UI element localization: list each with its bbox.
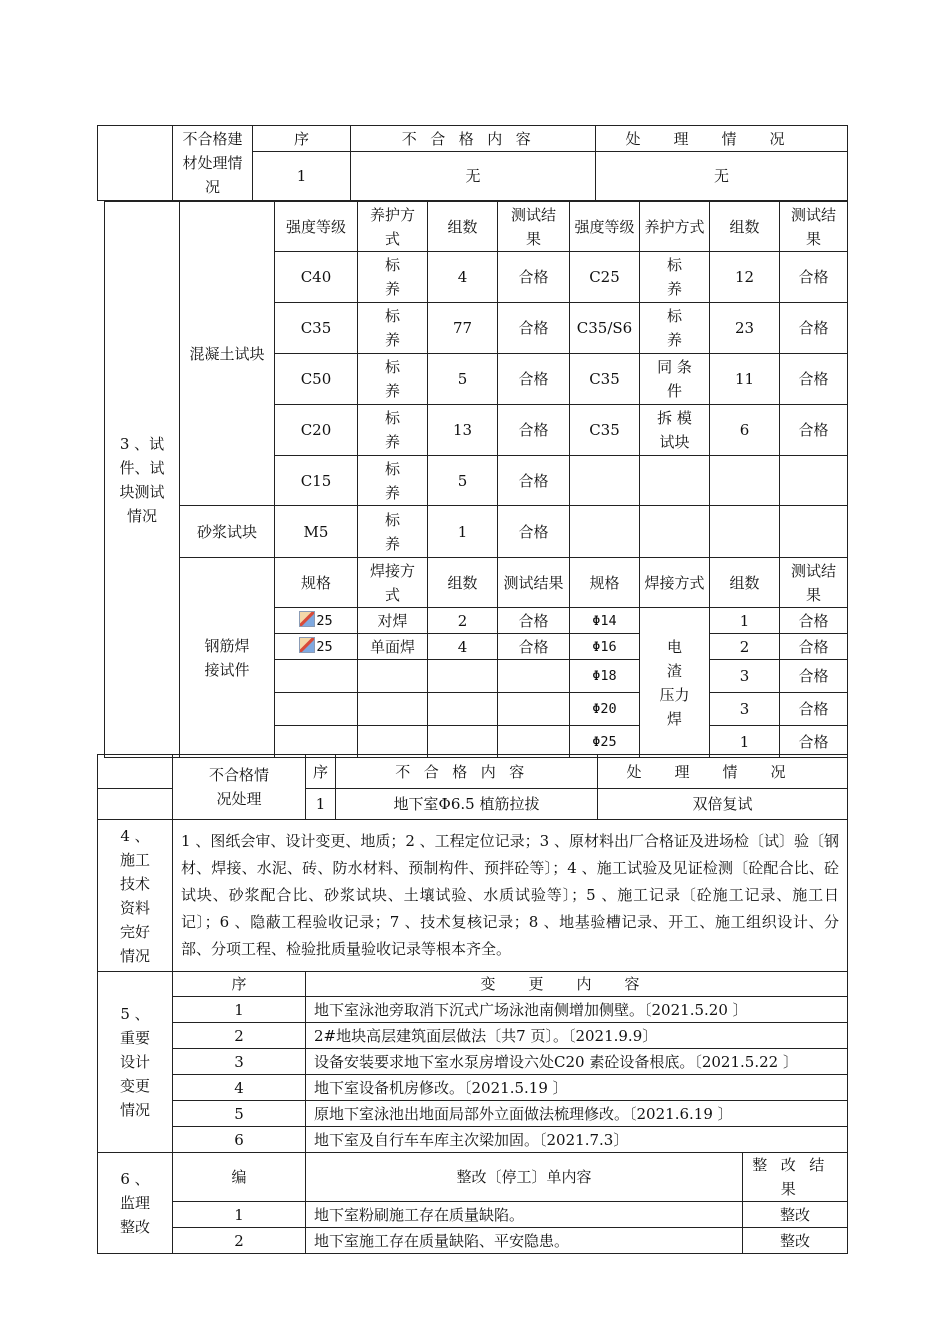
table-cell: 12	[710, 252, 780, 303]
table-header: 规格	[275, 558, 358, 608]
nonconform-header-result: 处理情况	[598, 755, 848, 789]
nonconform-row-content: 地下室Φ6.5 植筋拉拔	[336, 789, 598, 820]
table-cell: 合格	[780, 608, 848, 634]
material-table	[97, 125, 848, 201]
table-cell	[428, 660, 498, 693]
table-cell: 3	[173, 1049, 306, 1075]
rectify-header-result: 整改结果	[743, 1153, 848, 1202]
table-cell: 5	[428, 456, 498, 506]
table-cell: 地下室施工存在质量缺陷、平安隐患。	[306, 1228, 743, 1254]
table-cell: 设备安装要求地下室水泵房增设六处C20 素砼设备根底。〔2021.5.22 〕	[306, 1049, 848, 1075]
table-cell	[780, 506, 848, 558]
table-cell: 同 条 件	[640, 354, 710, 405]
table-cell: 合格	[498, 456, 570, 506]
table-cell: 3	[710, 660, 780, 693]
change-row	[98, 1023, 848, 1049]
table-cell	[498, 726, 570, 758]
table-cell: 77	[428, 303, 498, 354]
table-cell: 整改	[743, 1202, 848, 1228]
material-header-content: 不合格内容	[351, 126, 596, 152]
mortar-label: 砂浆试块	[180, 506, 275, 558]
table-cell: 1	[710, 726, 780, 758]
table-cell: 单面焊	[358, 634, 428, 660]
table-cell: 1	[428, 506, 498, 558]
table-header: 养护方式	[640, 202, 710, 252]
table-cell: 合格	[498, 608, 570, 634]
table-cell	[358, 693, 428, 726]
table-cell: 合格	[498, 354, 570, 405]
table-cell	[710, 456, 780, 506]
change-row	[98, 997, 848, 1023]
material-row-result: 无	[596, 152, 848, 201]
table-cell: 1	[173, 997, 306, 1023]
table-cell	[275, 660, 358, 693]
table-cell: 地下室及自行车车库主次梁加固。〔2021.7.3〕	[306, 1127, 848, 1153]
table-cell	[358, 726, 428, 758]
material-row-no: 1	[253, 152, 351, 201]
table-cell: 整改	[743, 1228, 848, 1254]
nonconform-row-no: 1	[306, 789, 336, 820]
rectify-row	[98, 1228, 848, 1254]
table-cell: 6	[173, 1127, 306, 1153]
rectify-header-content: 整改〔停工〕单内容	[306, 1153, 743, 1202]
table-header: 强度等级	[275, 202, 358, 252]
table-cell	[570, 456, 640, 506]
changes-header-no: 序	[173, 972, 306, 997]
table-cell: 合格	[780, 726, 848, 758]
table-header: 组数	[428, 202, 498, 252]
table-cell: 2	[173, 1228, 306, 1254]
nonconform-blank-cell	[98, 789, 173, 820]
change-row	[98, 1075, 848, 1101]
table-cell: 原地下室泳池出地面局部外立面做法梳理修改。〔2021.6.19 〕	[306, 1101, 848, 1127]
rectify-header-no: 编	[173, 1153, 306, 1202]
table-cell: 合格	[780, 660, 848, 693]
table-cell: C50	[275, 354, 358, 405]
table-header: 组数	[428, 558, 498, 608]
table-header: 测试结果	[498, 558, 570, 608]
table-header: 测试结 果	[780, 202, 848, 252]
table-header: 组数	[710, 558, 780, 608]
material-blank-cell	[98, 126, 173, 201]
material-label: 不合格建 材处理情 况	[173, 126, 253, 201]
table-cell: 6	[710, 405, 780, 456]
table-cell: 2	[173, 1023, 306, 1049]
table-cell: Φ20	[570, 693, 640, 726]
table-cell: 拆 模 试块	[640, 405, 710, 456]
table-cell: 标 养	[640, 303, 710, 354]
change-row	[98, 1101, 848, 1127]
table-cell	[498, 660, 570, 693]
table-cell: 标 养	[358, 405, 428, 456]
test-table	[104, 201, 848, 758]
table-cell: 2#地块高层建筑面层做法〔共7 页〕。〔2021.9.9〕	[306, 1023, 848, 1049]
table-cell: C25	[570, 252, 640, 303]
change-row	[98, 1049, 848, 1075]
nonconform-header-content: 不合格内容	[336, 755, 598, 789]
electroslag-method: 电 渣 压力 焊	[640, 608, 710, 758]
table-cell: 合格	[498, 506, 570, 558]
rectify-row	[98, 1202, 848, 1228]
table-cell: 5	[428, 354, 498, 405]
welding-label: 钢筋焊 接试件	[180, 558, 275, 758]
table-header: 焊接方式	[640, 558, 710, 608]
table-cell: 标 养	[640, 252, 710, 303]
rebar-symbol-icon	[299, 637, 315, 653]
table-cell: 对焊	[358, 608, 428, 634]
changes-label: 5 、 重要 设计 变更 情况	[98, 972, 173, 1153]
nonconform-row-result: 双倍复试	[598, 789, 848, 820]
table-cell: 地下室粉刷施工存在质量缺陷。	[306, 1202, 743, 1228]
table-cell	[275, 726, 358, 758]
table-cell: 4	[428, 634, 498, 660]
table-cell: 1	[173, 1202, 306, 1228]
table-cell: 合格	[780, 693, 848, 726]
table-cell	[428, 726, 498, 758]
table-cell: 地下室泳池旁取消下沉式广场泳池南侧增加侧壁。〔2021.5.20 〕	[306, 997, 848, 1023]
table-cell: 合格	[498, 252, 570, 303]
nonconform-label: 不合格情 况处理	[173, 755, 306, 820]
table-cell: 4	[173, 1075, 306, 1101]
table-cell: 2	[710, 634, 780, 660]
table-cell: Φ25	[570, 726, 640, 758]
nonconform-blank-cell	[98, 755, 173, 789]
material-header-no: 序	[253, 126, 351, 152]
table-cell: 13	[428, 405, 498, 456]
table-header: 组数	[710, 202, 780, 252]
rebar-symbol-icon	[299, 611, 315, 627]
table-cell: 合格	[498, 405, 570, 456]
table-cell: 合格	[780, 252, 848, 303]
table-cell: 合格	[498, 634, 570, 660]
table-cell	[275, 693, 358, 726]
table-cell: C40	[275, 252, 358, 303]
table-cell: 标 养	[358, 506, 428, 558]
table-cell: 23	[710, 303, 780, 354]
table-cell: C35	[275, 303, 358, 354]
material-row-content: 无	[351, 152, 596, 201]
table-cell: C35	[570, 354, 640, 405]
table-header: 焊接方 式	[358, 558, 428, 608]
table-cell: 合格	[780, 303, 848, 354]
table-header: 测试结 果	[780, 558, 848, 608]
table-cell: 4	[428, 252, 498, 303]
table-cell: 2	[428, 608, 498, 634]
table-cell: 3	[710, 693, 780, 726]
rectify-label: 6 、 监理 整改	[98, 1153, 173, 1254]
table-cell	[428, 693, 498, 726]
table-cell	[570, 506, 640, 558]
table-header: 测试结 果	[498, 202, 570, 252]
table-cell	[640, 456, 710, 506]
concrete-label: 混凝土试块	[180, 202, 275, 506]
table-header: 养护方 式	[358, 202, 428, 252]
test-section-label: 3 、试 件、试 块测试 情况	[105, 202, 180, 758]
table-cell	[640, 506, 710, 558]
docs-text: 1 、图纸会审、设计变更、地质；2 、工程定位记录；3 、原材料出厂合格证及进场检〔试〕验〔钢材、焊接、水泥、砖、防水材料、预制构件、预拌砼等〕；4 、施工试验及见证检测〔砼配合比、砼试块、砂浆配合比、砂浆试块、土壤试验、水质试验等〕；5 、施工记录〔砼施工记录、施工日记〕；6 、隐蔽工程验收记录；7 、技术复核记录；8 、地基验槽记录、开工、施工组织设计、分部、分项工程、检验批质量验收记录等根本齐全。	[173, 820, 848, 972]
table-cell: 11	[710, 354, 780, 405]
table-cell: C35/S6	[570, 303, 640, 354]
table-cell: 标 养	[358, 252, 428, 303]
rebar-spec-cell: 25	[275, 608, 358, 634]
table-cell	[780, 456, 848, 506]
table-cell: 标 养	[358, 456, 428, 506]
material-header-result: 处理情况	[596, 126, 848, 152]
table-cell	[358, 660, 428, 693]
rebar-spec-cell: 25	[275, 634, 358, 660]
table-cell	[498, 693, 570, 726]
table-cell: Φ16	[570, 634, 640, 660]
table-cell: 合格	[780, 354, 848, 405]
table-cell: 地下室设备机房修改。〔2021.5.19 〕	[306, 1075, 848, 1101]
changes-header-content: 变更内容	[306, 972, 848, 997]
table-cell: 合格	[780, 405, 848, 456]
table-cell: 合格	[780, 634, 848, 660]
mortar-row	[105, 506, 848, 558]
table-header: 强度等级	[570, 202, 640, 252]
table-cell: 1	[710, 608, 780, 634]
nonconform-header-no: 序	[306, 755, 336, 789]
table-cell: C20	[275, 405, 358, 456]
table-cell: 5	[173, 1101, 306, 1127]
table-cell: 合格	[498, 303, 570, 354]
table-cell: Φ14	[570, 608, 640, 634]
table-header: 规格	[570, 558, 640, 608]
table-cell: C35	[570, 405, 640, 456]
docs-label: 4 、 施工 技术 资料 完好 情况	[98, 820, 173, 972]
table-cell: Φ18	[570, 660, 640, 693]
table-cell: 标 养	[358, 303, 428, 354]
table-cell: M5	[275, 506, 358, 558]
table-cell: C15	[275, 456, 358, 506]
change-row	[98, 1127, 848, 1153]
table-cell	[710, 506, 780, 558]
records-table	[97, 754, 848, 1254]
table-cell: 标 养	[358, 354, 428, 405]
